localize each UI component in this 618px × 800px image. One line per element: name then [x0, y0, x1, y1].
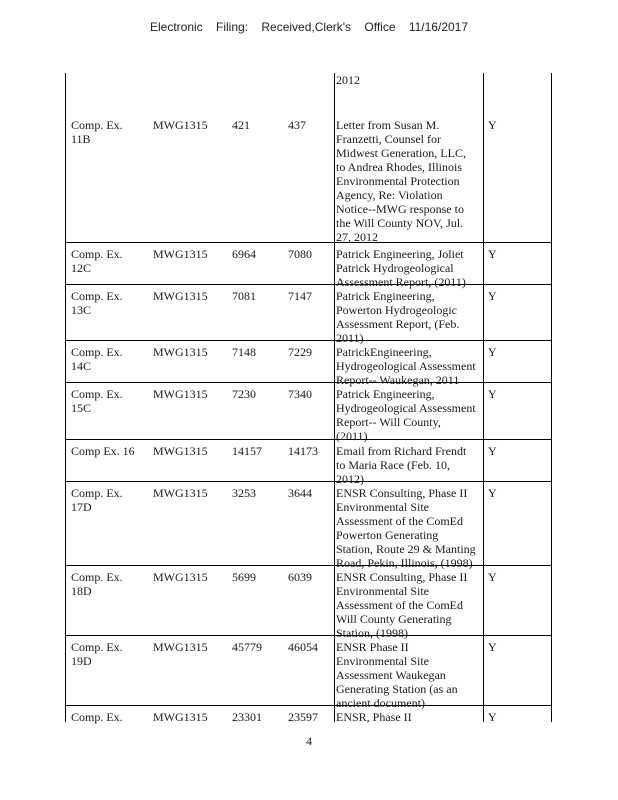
- description-line: Email from Richard Frendt: [336, 444, 467, 458]
- description-line: Hydrogeological Assessment: [336, 401, 476, 415]
- exhibit-cell: Comp. Ex.: [71, 345, 123, 359]
- exhibit-cell: Comp. Ex.: [71, 486, 123, 500]
- description-line: Patrick Hydrogeological: [336, 261, 454, 275]
- description-line: Hydrogeological Assessment: [336, 359, 476, 373]
- description-line: Report-- Waukegan, 2011: [336, 373, 460, 387]
- end-page-cell: 6039: [288, 570, 312, 584]
- exhibit-cell: Comp. Ex.: [71, 118, 123, 132]
- bates-cell: MWG1315: [153, 118, 208, 132]
- description-line: Environmental Site: [336, 654, 429, 668]
- description-line: Agency, Re: Violation: [336, 188, 443, 202]
- begin-page-cell: 45779: [232, 640, 262, 654]
- flag-cell: Y: [488, 640, 497, 654]
- exhibit-cell: Comp. Ex.: [71, 710, 123, 724]
- bates-cell: MWG1315: [153, 710, 208, 724]
- flag-cell: Y: [488, 247, 497, 261]
- continuation-text: 2012: [336, 73, 360, 87]
- description-line: Environmental Protection: [336, 174, 460, 188]
- description-line: Generating Station (as an: [336, 682, 458, 696]
- begin-page-cell: 23301: [232, 710, 262, 724]
- begin-page-cell: 7148: [232, 345, 256, 359]
- exhibit-cell: Comp. Ex.: [71, 640, 123, 654]
- description-line: Station, Route 29 & Manting: [336, 542, 476, 556]
- bates-cell: MWG1315: [153, 345, 208, 359]
- end-page-cell: 7229: [288, 345, 312, 359]
- table-vertical-rule: [65, 73, 66, 722]
- description-line: Assessment of the ComEd: [336, 514, 463, 528]
- exhibit-cell: 14C: [71, 359, 92, 373]
- flag-cell: Y: [488, 289, 497, 303]
- description-line: Letter from Susan M.: [336, 118, 440, 132]
- bates-cell: MWG1315: [153, 387, 208, 401]
- table-vertical-rule: [334, 73, 335, 722]
- exhibit-cell: Comp Ex. 16: [71, 444, 135, 458]
- description-line: Environmental Site: [336, 500, 429, 514]
- end-page-cell: 7340: [288, 387, 312, 401]
- bates-cell: MWG1315: [153, 247, 208, 261]
- description-line: PatrickEngineering,: [336, 345, 432, 359]
- end-page-cell: 7147: [288, 289, 312, 303]
- end-page-cell: 14173: [288, 444, 318, 458]
- flag-cell: Y: [488, 387, 497, 401]
- exhibit-cell: 18D: [71, 584, 92, 598]
- description-line: Notice--MWG response to: [336, 202, 464, 216]
- end-page-cell: 23597: [288, 710, 318, 724]
- exhibit-cell: 11B: [71, 132, 91, 146]
- begin-page-cell: 7230: [232, 387, 256, 401]
- description-line: Report-- Will County,: [336, 415, 441, 429]
- description-line: ENSR Phase II: [336, 640, 409, 654]
- exhibit-cell: 15C: [71, 401, 92, 415]
- header-text-electronic: Electronic: [149, 20, 203, 34]
- page-number: 4: [306, 734, 312, 748]
- description-line: Assessment Waukegan: [336, 668, 446, 682]
- flag-cell: Y: [488, 710, 497, 724]
- flag-cell: Y: [488, 486, 497, 500]
- bates-cell: MWG1315: [153, 486, 208, 500]
- table-vertical-rule: [551, 73, 552, 722]
- description-line: ENSR Consulting, Phase II: [336, 486, 468, 500]
- description-line: Patrick Engineering,: [336, 289, 435, 303]
- description-line: to Maria Race (Feb. 10,: [336, 458, 450, 472]
- description-line: ancient document): [336, 696, 425, 710]
- header-text-filing: Filing:: [216, 20, 249, 34]
- description-line: Assessment Report, (2011): [336, 275, 466, 289]
- description-line: Will County Generating: [336, 612, 452, 626]
- bates-cell: MWG1315: [153, 289, 208, 303]
- description-line: 27, 2012: [336, 230, 378, 244]
- flag-cell: Y: [488, 570, 497, 584]
- description-line: 2011): [336, 331, 364, 345]
- description-line: Patrick Engineering, Joliet: [336, 247, 464, 261]
- flag-cell: Y: [488, 118, 497, 132]
- end-page-cell: 46054: [288, 640, 318, 654]
- description-line: Franzetti, Counsel for: [336, 132, 441, 146]
- begin-page-cell: 5699: [232, 570, 256, 584]
- header-text-received: Received,Clerk's: [261, 20, 352, 34]
- description-line: Midwest Generation, LLC,: [336, 146, 466, 160]
- flag-cell: Y: [488, 345, 497, 359]
- begin-page-cell: 6964: [232, 247, 256, 261]
- end-page-cell: 7080: [288, 247, 312, 261]
- exhibit-cell: 17D: [71, 500, 92, 514]
- description-line: ENSR, Phase II: [336, 710, 412, 724]
- exhibit-cell: Comp. Ex.: [71, 247, 123, 261]
- header-text-office: Office: [364, 20, 396, 34]
- header-text-date: 11/16/2017: [408, 20, 469, 34]
- end-page-cell: 437: [288, 118, 306, 132]
- exhibit-cell: Comp. Ex.: [71, 387, 123, 401]
- end-page-cell: 3644: [288, 486, 312, 500]
- begin-page-cell: 14157: [232, 444, 262, 458]
- begin-page-cell: 421: [232, 118, 250, 132]
- exhibit-cell: 12C: [71, 261, 92, 275]
- description-line: Patrick Engineering,: [336, 387, 435, 401]
- begin-page-cell: 3253: [232, 486, 256, 500]
- bates-cell: MWG1315: [153, 570, 208, 584]
- exhibit-cell: 19D: [71, 654, 92, 668]
- exhibit-cell: Comp. Ex.: [71, 570, 123, 584]
- flag-cell: Y: [488, 444, 497, 458]
- description-line: Powerton Generating: [336, 528, 439, 542]
- begin-page-cell: 7081: [232, 289, 256, 303]
- exhibit-cell: 13C: [71, 303, 92, 317]
- description-line: Station, (1998): [336, 626, 408, 640]
- description-line: to Andrea Rhodes, Illinois: [336, 160, 462, 174]
- description-line: Assessment Report, (Feb.: [336, 317, 460, 331]
- description-line: 2012): [336, 472, 364, 486]
- description-line: Environmental Site: [336, 584, 429, 598]
- description-line: (2011): [336, 429, 368, 443]
- description-line: the Will County NOV, Jul.: [336, 216, 464, 230]
- bates-cell: MWG1315: [153, 640, 208, 654]
- description-line: ENSR Consulting, Phase II: [336, 570, 468, 584]
- bates-cell: MWG1315: [153, 444, 208, 458]
- exhibit-cell: Comp. Ex.: [71, 289, 123, 303]
- description-line: Assessment of the ComEd: [336, 598, 463, 612]
- description-line: Powerton Hydrogeologic: [336, 303, 457, 317]
- description-line: Road, Pekin, Illinois, (1998): [336, 556, 473, 570]
